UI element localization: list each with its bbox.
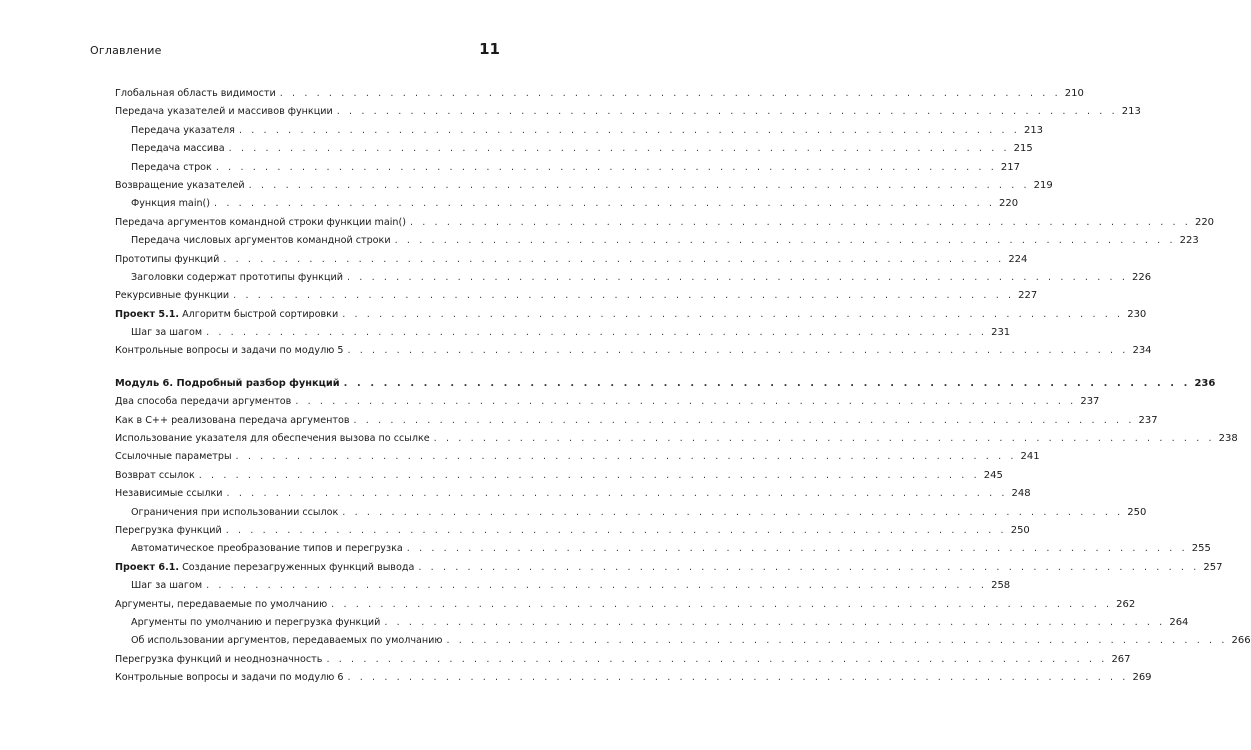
toc-leader-dots: . . . . . . . . . . . . . . . . . . . . . . . . . . . . . . . . . . . . . . . . . . . . . . . . . . . . . . . . . . . . . . . .	[295, 396, 1077, 408]
toc-entry-page: 262	[1116, 598, 1136, 610]
toc-entry[interactable]	[115, 308, 1147, 327]
toc-leader-dots: . . . . . . . . . . . . . . . . . . . . . . . . . . . . . . . . . . . . . . . . . . . . . . . . . . . . . . . . . . . . . . . .	[238, 124, 1020, 136]
toc-entry[interactable]	[115, 616, 1189, 635]
toc-entry-page: 210	[1064, 88, 1084, 99]
toc-entry-text: Перегрузка функций	[115, 524, 222, 536]
toc-entry-text: Передача массива	[131, 143, 225, 155]
toc-entry[interactable]	[115, 124, 1044, 143]
toc-entry-text: Возврат ссылок	[115, 469, 195, 481]
toc-leader-dots: . . . . . . . . . . . . . . . . . . . . . . . . . . . . . . . . . . . . . . . . . . . . . . . . . . . . . . . . . . . . . . . .	[326, 653, 1108, 665]
toc-entry[interactable]	[115, 543, 1211, 561]
toc-entry-text: Аргументы по умолчанию и перегрузка функций	[131, 616, 381, 628]
toc-entry[interactable]	[115, 271, 1152, 290]
toc-leader-dots: . . . . . . . . . . . . . . . . . . . . . . . . . . . . . . . . . . . . . . . . . . . . . . . . . . . . . . . . . . . . . . . .	[418, 561, 1200, 573]
running-title: Оглавление	[90, 44, 162, 57]
toc-entry-text: Передача числовых аргументов командной строки	[131, 235, 391, 247]
toc-leader-dots: . . . . . . . . . . . . . . . . . . . . . . . . . . . . . . . . . . . . . . . . . . . . . . . . . . . . . . . . . . . . . . . .	[225, 524, 1007, 536]
toc-entry-text: Передача указателей и массивов функции	[115, 106, 333, 118]
toc-entry[interactable]	[115, 216, 1215, 235]
toc-entry[interactable]	[115, 106, 1141, 124]
toc-entry-title: Создание перезагруженных функций вывода	[179, 561, 415, 573]
toc-entry-title: Алгоритм быстрой сортировки	[179, 308, 339, 320]
toc-entry-text: Шаг за шагом	[131, 327, 203, 339]
toc-entry[interactable]	[115, 327, 1011, 345]
toc-entry-text: Использование указателя для обеспечения вызова по ссылке	[115, 433, 430, 445]
toc-entry-text: Два способа передачи аргументов	[115, 396, 292, 408]
page-number: 11	[479, 40, 500, 58]
toc-entry-text: Модуль 6. Подробный разбор функций	[115, 377, 340, 389]
toc-leader-dots: . . . . . . . . . . . . . . . . . . . . . . . . . . . . . . . . . . . . . . . . . . . . . . . . . . . . . . . . . . . . . . . .	[214, 198, 996, 210]
toc-entry-text: Ограничения при использовании ссылок	[131, 506, 339, 518]
toc-leader-dots: . . . . . . . . . . . . . . . . . . . . . . . . . . . . . . . . . . . . . . . . . . . . . . . . . . . . . . . . . . . . . . . .	[248, 179, 1030, 191]
toc-entry-page: 269	[1132, 672, 1152, 684]
toc-leader-dots: . . . . . . . . . . . . . . . . . . . . . . . . . . . . . . . . . . . . . . . . . . . . . . . . . . . . . . . . . . . . . . . .	[215, 161, 997, 173]
toc-entry-text: Как в C++ реализована передача аргументов	[115, 414, 350, 426]
toc-entry-text: Перегрузка функций и неоднозначность	[115, 653, 323, 665]
toc-entry[interactable]	[115, 561, 1223, 580]
toc-entry-page: 241	[1020, 451, 1040, 463]
toc-entry-text: Об использовании аргументов, передаваемых по умолчанию	[131, 635, 443, 647]
toc-leader-dots: . . . . . . . . . . . . . . . . . . . . . . . . . . . . . . . . . . . . . . . . . . . . . . . . . . . . . . . . . . . . . . . .	[346, 271, 1128, 283]
toc-module-6-heading[interactable]	[115, 377, 1216, 396]
toc-entry[interactable]	[115, 433, 1238, 451]
toc-entry-page: 267	[1111, 653, 1131, 665]
toc-entry[interactable]	[115, 290, 1038, 308]
toc-entry[interactable]	[115, 672, 1152, 690]
toc-leader-dots: . . . . . . . . . . . . . . . . . . . . . . . . . . . . . . . . . . . . . . . . . . . . . . . . . . . . . . . . . . . . . . . .	[206, 327, 988, 339]
toc-entry[interactable]	[115, 88, 1084, 106]
toc-leader-dots: . . . . . . . . . . . . . . . . . . . . . . . . . . . . . . . . . . . . . . . . . . . . . . . . . . . . . . . . . . . . . . . .	[353, 414, 1135, 426]
table-of-contents	[115, 88, 1251, 691]
toc-entry[interactable]	[115, 143, 1033, 161]
toc-leader-dots: . . . . . . . . . . . . . . . . . . . . . . . . . . . . . . . . . . . . . . . . . . . . . . . . . . . . . . . . . . . . . . . .	[279, 88, 1061, 99]
toc-entry-page: 231	[991, 327, 1011, 339]
toc-entry[interactable]	[115, 179, 1053, 198]
toc-entry-text: Глобальная область видимости	[115, 88, 276, 99]
toc-entry[interactable]	[115, 253, 1028, 272]
toc-entry-text: Автоматическое преобразование типов и перегрузка	[131, 543, 403, 555]
toc-entry-page: 220	[1194, 216, 1215, 228]
toc-entry[interactable]	[115, 414, 1158, 433]
toc-entry[interactable]	[115, 635, 1251, 653]
toc-entry-text: Функция main()	[131, 198, 211, 210]
toc-entry[interactable]	[115, 598, 1136, 617]
toc-entry[interactable]	[115, 235, 1199, 253]
project-label: Проект 6.1.	[115, 561, 180, 573]
toc-entry[interactable]	[115, 524, 1030, 543]
toc-entry-page: 215	[1013, 143, 1033, 155]
toc-entry-text: Рекурсивные функции	[115, 290, 230, 302]
toc-entry-text: Контрольные вопросы и задачи по модулю 5	[115, 345, 344, 357]
toc-section-module-5	[115, 88, 1215, 364]
toc-entry-page: 213	[1121, 106, 1141, 118]
project-label: Проект 5.1.	[115, 308, 180, 320]
toc-entry-text: Передача аргументов командной строки функции main()	[115, 216, 406, 228]
toc-entry-page: 236	[1194, 377, 1216, 389]
toc-entry-page: 258	[991, 580, 1011, 592]
toc-leader-dots: . . . . . . . . . . . . . . . . . . . . . . . . . . . . . . . . . . . . . . . . . . . . . . . . . . . . . . . . . . . . . . . .	[226, 488, 1008, 500]
toc-entry[interactable]	[115, 580, 1011, 598]
toc-leader-dots: . . . . . . . . . . . . . . . . . . . . . . . . . . . . . . . . . . . . . . . . . . . . . . . . . . . . . . . . . . . . . . . .	[347, 672, 1129, 684]
toc-leader-dots: . . . . . . . . . . . . . . . . . . . . . . . . . . . . . . . . . . . . . . . . . . . . . . . . . . . . . . . . . . . . . . . .	[384, 616, 1166, 628]
toc-leader-dots: . . . . . . . . . . . . . . . . . . . . . . . . . . . . . . . . . . . . . . . . . . . . . . . . . . . . . . . . . . . . . . . .	[343, 377, 1191, 389]
toc-entry[interactable]	[115, 469, 1003, 488]
toc-entry-page: 227	[1018, 290, 1038, 302]
toc-entry[interactable]	[115, 198, 1019, 216]
toc-leader-dots: . . . . . . . . . . . . . . . . . . . . . . . . . . . . . . . . . . . . . . . . . . . . . . . . . . . . . . . . . . . . . . . .	[347, 345, 1129, 357]
toc-entry-text: Шаг за шагом	[131, 580, 203, 592]
toc-leader-dots: . . . . . . . . . . . . . . . . . . . . . . . . . . . . . . . . . . . . . . . . . . . . . . . . . . . . . . . . . . . . . . . .	[206, 580, 988, 592]
toc-entry-text: Возвращение указателей	[115, 179, 245, 191]
toc-leader-dots: . . . . . . . . . . . . . . . . . . . . . . . . . . . . . . . . . . . . . . . . . . . . . . . . . . . . . . . . . . . . . . . .	[394, 235, 1176, 247]
toc-leader-dots: . . . . . . . . . . . . . . . . . . . . . . . . . . . . . . . . . . . . . . . . . . . . . . . . . . . . . . . . . . . . . . . .	[342, 308, 1124, 320]
toc-leader-dots: . . . . . . . . . . . . . . . . . . . . . . . . . . . . . . . . . . . . . . . . . . . . . . . . . . . . . . . . . . . . . . . .	[409, 216, 1191, 228]
toc-entry[interactable]	[115, 345, 1152, 363]
toc-leader-dots: . . . . . . . . . . . . . . . . . . . . . . . . . . . . . . . . . . . . . . . . . . . . . . . . . . . . . . . . . . . . . . . .	[446, 635, 1228, 647]
toc-section-module-6	[115, 396, 1251, 690]
toc-entry[interactable]	[115, 506, 1147, 525]
toc-entry[interactable]	[115, 396, 1100, 414]
toc-leader-dots: . . . . . . . . . . . . . . . . . . . . . . . . . . . . . . . . . . . . . . . . . . . . . . . . . . . . . . . . . . . . . . . .	[233, 290, 1015, 302]
toc-entry-text: Аргументы, передаваемые по умолчанию	[115, 598, 328, 610]
toc-entry-page: 220	[999, 198, 1019, 210]
toc-entry-page: 224	[1008, 253, 1028, 265]
toc-leader-dots: . . . . . . . . . . . . . . . . . . . . . . . . . . . . . . . . . . . . . . . . . . . . . . . . . . . . . . . . . . . . . . . .	[223, 253, 1005, 265]
toc-entry-text: Заголовки содержат прототипы функций	[131, 271, 343, 283]
toc-entry-page: 237	[1138, 414, 1158, 426]
toc-entry-text: Передача строк	[131, 161, 212, 173]
toc-entry-text: Независимые ссылки	[115, 488, 223, 500]
toc-entry-page: 217	[1000, 161, 1020, 173]
toc-entry-page: 250	[1010, 524, 1030, 536]
toc-entry-page: 257	[1203, 561, 1223, 573]
toc-leader-dots: . . . . . . . . . . . . . . . . . . . . . . . . . . . . . . . . . . . . . . . . . . . . . . . . . . . . . . . . . . . . . . . .	[235, 451, 1017, 463]
toc-entry-page: 264	[1169, 616, 1189, 628]
toc-entry-text	[115, 309, 338, 320]
toc-leader-dots: . . . . . . . . . . . . . . . . . . . . . . . . . . . . . . . . . . . . . . . . . . . . . . . . . . . . . . . . . . . . . . . .	[331, 598, 1113, 610]
toc-entry-page: 255	[1191, 543, 1211, 555]
toc-entry-page: 248	[1011, 488, 1031, 500]
toc-entry-text: Контрольные вопросы и задачи по модулю 6	[115, 672, 344, 684]
toc-entry[interactable]	[115, 161, 1020, 180]
toc-entry-page: 234	[1132, 345, 1152, 357]
toc-entry-page: 213	[1023, 124, 1044, 136]
toc-entry-page: 266	[1231, 635, 1251, 647]
toc-leader-dots: . . . . . . . . . . . . . . . . . . . . . . . . . . . . . . . . . . . . . . . . . . . . . . . . . . . . . . . . . . . . . . . .	[342, 506, 1124, 518]
toc-entry-page: 237	[1080, 396, 1100, 408]
toc-entry-page: 238	[1218, 433, 1238, 445]
toc-entry-text: Передача указателя	[131, 124, 235, 136]
toc-entry-page: 250	[1127, 506, 1147, 518]
toc-leader-dots: . . . . . . . . . . . . . . . . . . . . . . . . . . . . . . . . . . . . . . . . . . . . . . . . . . . . . . . . . . . . . . . .	[406, 543, 1188, 555]
toc-leader-dots: . . . . . . . . . . . . . . . . . . . . . . . . . . . . . . . . . . . . . . . . . . . . . . . . . . . . . . . . . . . . . . . .	[228, 143, 1010, 155]
toc-entry-page: 245	[983, 469, 1003, 481]
toc-leader-dots: . . . . . . . . . . . . . . . . . . . . . . . . . . . . . . . . . . . . . . . . . . . . . . . . . . . . . . . . . . . . . . . .	[433, 433, 1215, 445]
toc-entry-page: 230	[1127, 308, 1147, 320]
toc-entry-page: 226	[1131, 271, 1152, 283]
toc-entry-page: 223	[1179, 235, 1199, 247]
toc-leader-dots: . . . . . . . . . . . . . . . . . . . . . . . . . . . . . . . . . . . . . . . . . . . . . . . . . . . . . . . . . . . . . . . .	[336, 106, 1118, 118]
toc-entry-text: Прототипы функций	[115, 253, 220, 265]
page-header	[90, 38, 500, 62]
toc-entry-text	[115, 562, 414, 573]
toc-entry[interactable]	[115, 488, 1031, 506]
toc-entry[interactable]	[115, 653, 1131, 672]
toc-entry-page: 219	[1033, 179, 1053, 191]
toc-entry[interactable]	[115, 451, 1040, 469]
toc-leader-dots: . . . . . . . . . . . . . . . . . . . . . . . . . . . . . . . . . . . . . . . . . . . . . . . . . . . . . . . . . . . . . . . .	[198, 469, 980, 481]
toc-entry-text: Ссылочные параметры	[115, 451, 232, 463]
